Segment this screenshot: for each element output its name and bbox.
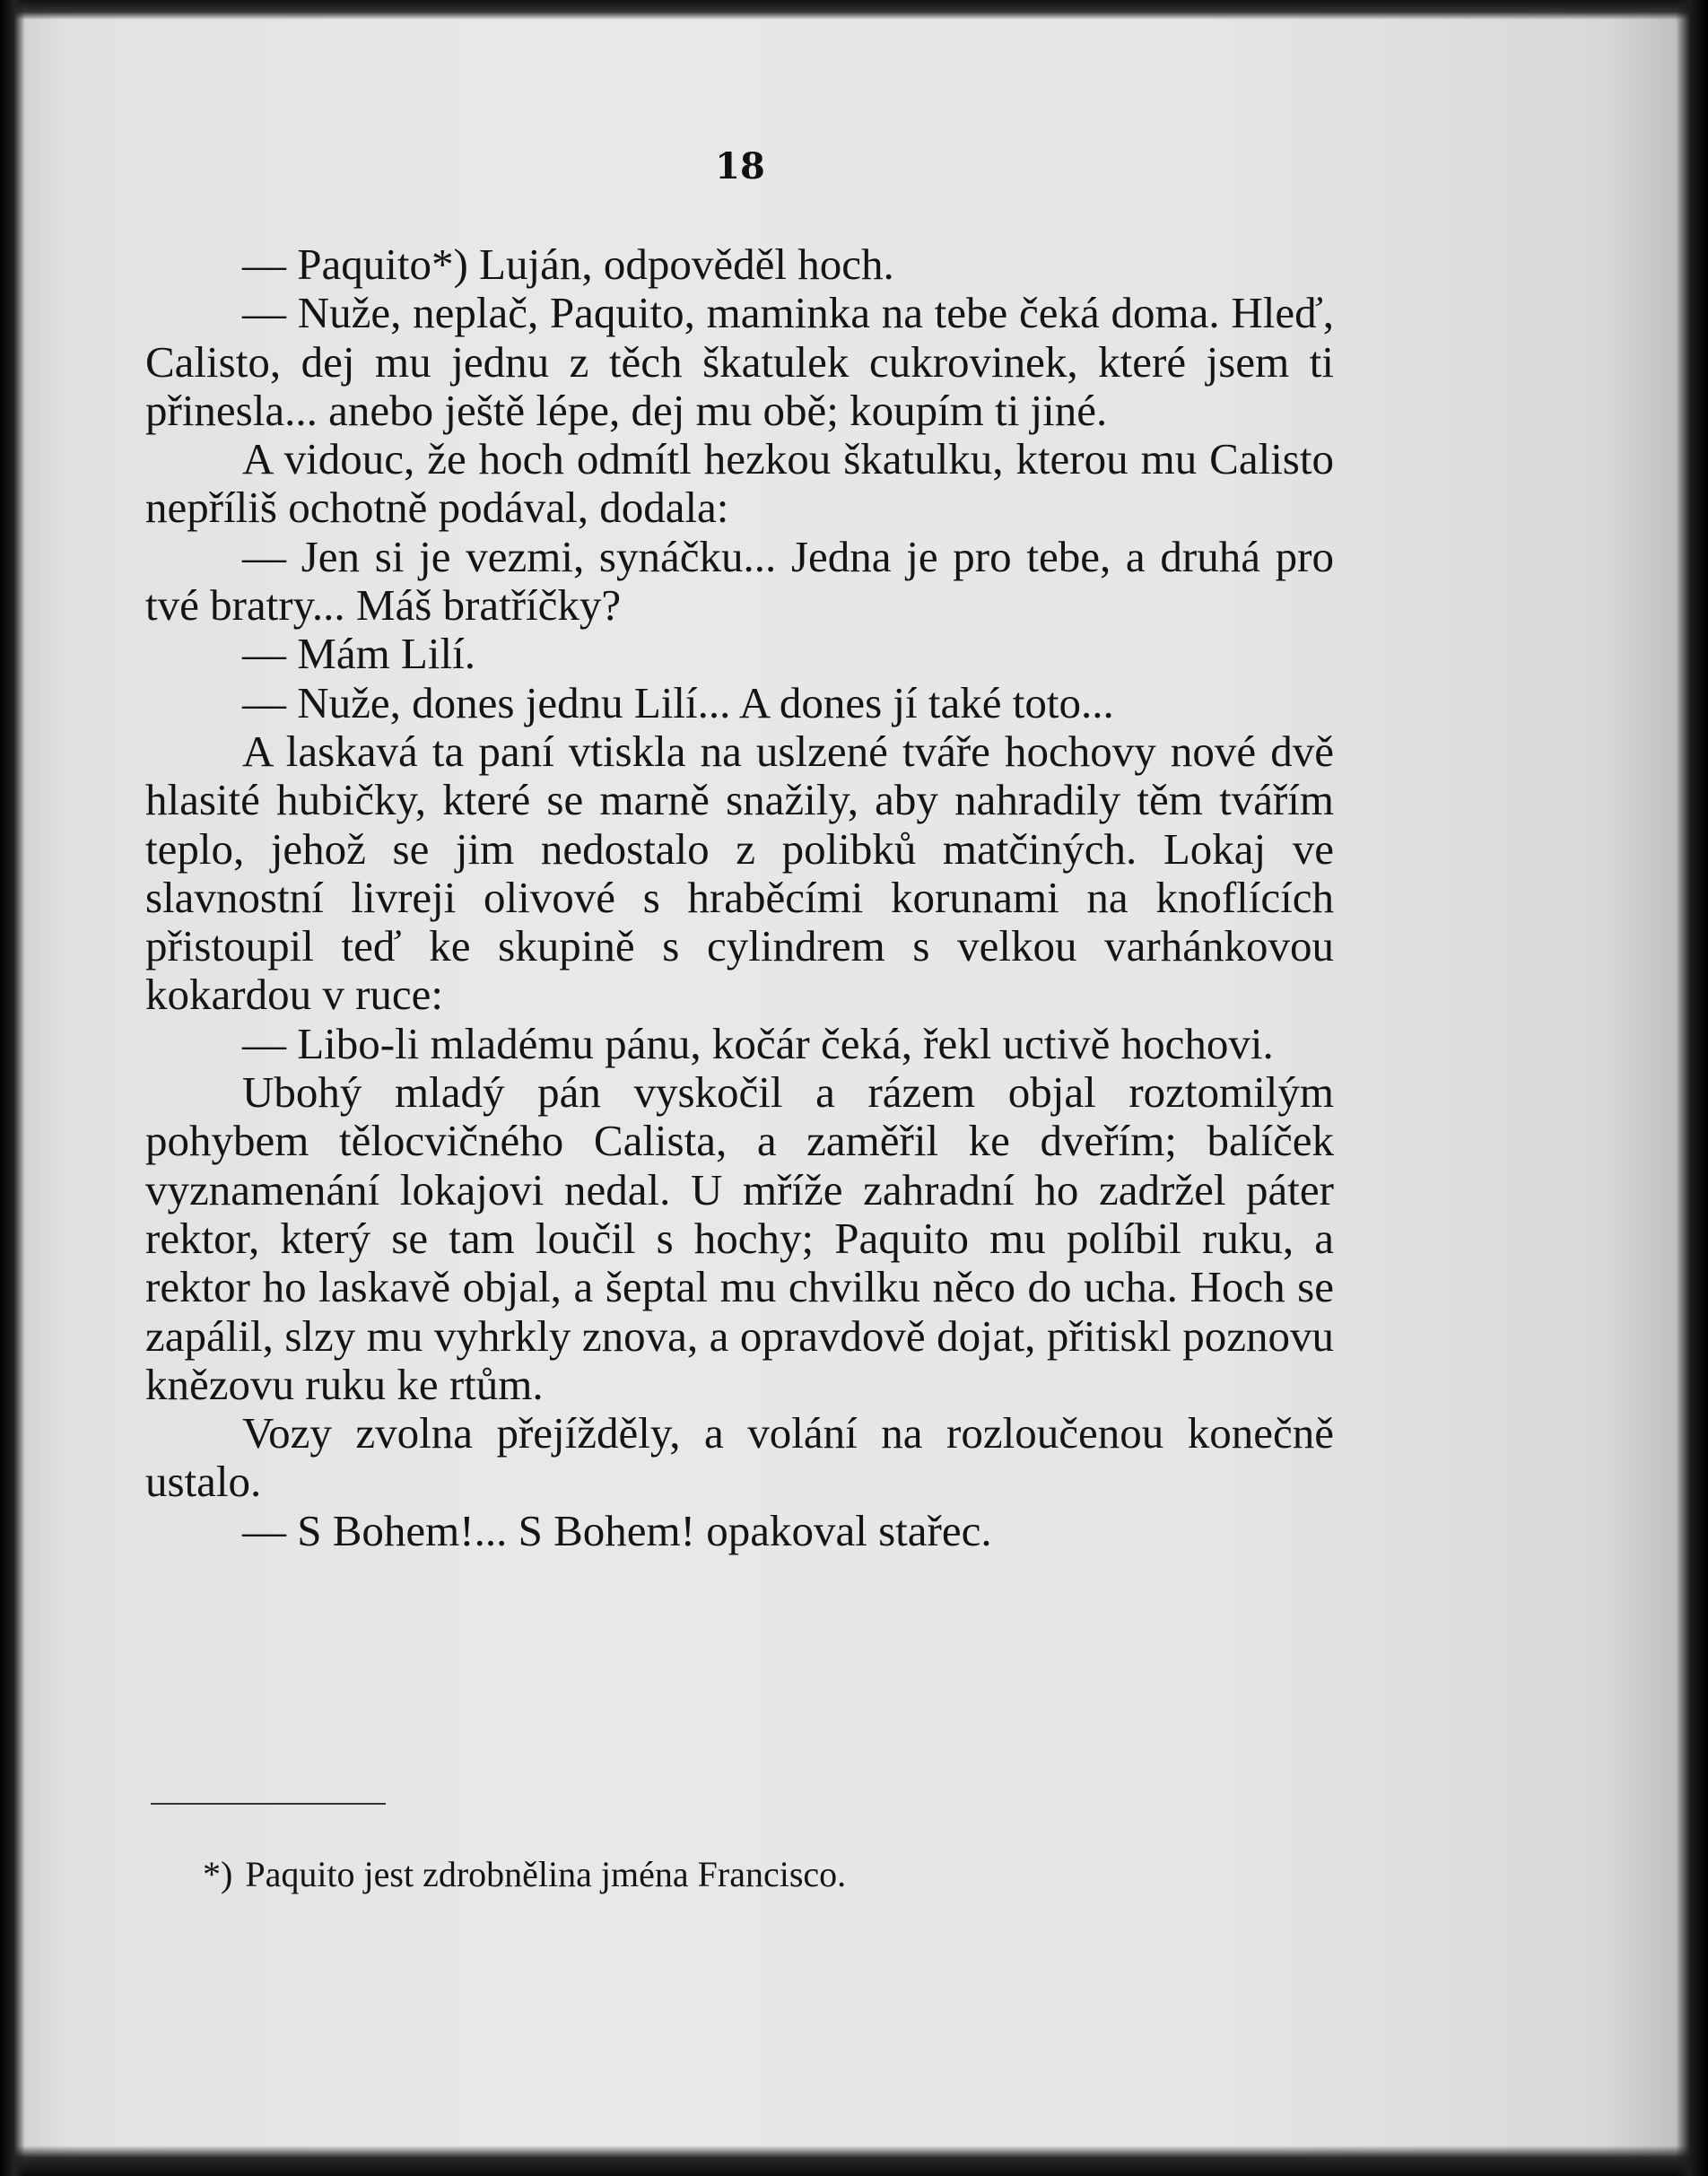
footnote bbox=[203, 1853, 846, 1895]
paragraph: — S Bohem!... S Bohem! opakoval stařec. bbox=[242, 1505, 992, 1555]
paragraph: — Nuže, dones jednu Lilí... A dones jí také toto... bbox=[242, 677, 1114, 727]
paragraph: — Libo-li mladému pánu, kočár čeká, řekl uctivě hochovi. bbox=[242, 1018, 1274, 1068]
footnote-mark: *) bbox=[203, 1854, 233, 1894]
paragraph: Ubohý mladý pán vyskočil a rázem objal roztomilým pohybem tělocvičného Calista, a zaměřil ke dveřím; balíček vyznamenání lokajovi nedal. U mříže zahradní ho zadržel páter rektor, který se tam loučil s hochy; Paquito mu políbil ruku, a rektor ho laskavě objal, a šeptal mu chvilku něco do ucha. Hoch se zapálil, slzy mu vyhrkly znova, a opravdově dojat, přitiskl poznovu knězovu ruku ke rtům. bbox=[145, 1067, 1334, 1409]
footnote-text: Paquito jest zdrobnělina jména Francisco. bbox=[245, 1854, 847, 1894]
paragraph: — Mám Lilí. bbox=[242, 629, 475, 679]
page-number: 18 bbox=[715, 145, 765, 187]
scan-edge-right bbox=[1676, 0, 1708, 2176]
body-text bbox=[145, 240, 1334, 1555]
paragraph: — Paquito*) Luján, odpověděl hoch. bbox=[242, 239, 894, 289]
scan-edge-top bbox=[0, 0, 1708, 20]
paragraph: A vidouc, že hoch odmítl hezkou škatulku, kterou mu Calisto nepříliš ochotně podával, dodala: bbox=[145, 434, 1334, 533]
scan-edge-bottom bbox=[0, 2146, 1708, 2176]
paragraph: — Nuže, neplač, Paquito, maminka na tebe čeká doma. Hleď, Calisto, dej mu jednu z těch škatulek cukrovinek, které jsem ti přinesla... anebo ještě lépe, dej mu obě; koupím ti jiné. bbox=[145, 288, 1334, 435]
footnote-divider bbox=[151, 1803, 386, 1805]
paragraph: Vozy zvolna přejížděly, a volání na rozloučenou konečně ustalo. bbox=[145, 1408, 1334, 1507]
scan-edge-left bbox=[0, 0, 25, 2176]
paragraph: A laskavá ta paní vtiskla na uslzené tváře hochovy nové dvě hlasité hubičky, které se marně snažily, aby nahradily těm tvářím teplo, jehož se jim nedostalo z polibků matčiných. Lokaj ve slavnostní livreji olivové s hraběcími korunami na knoflících přistoupil teď ke skupině s cylindrem s velkou varhánkovou kokardou v ruce: bbox=[145, 726, 1334, 1020]
paragraph: — Jen si je vezmi, synáčku... Jedna je pro tebe, a druhá pro tvé bratry... Máš bratříčky? bbox=[145, 531, 1334, 631]
